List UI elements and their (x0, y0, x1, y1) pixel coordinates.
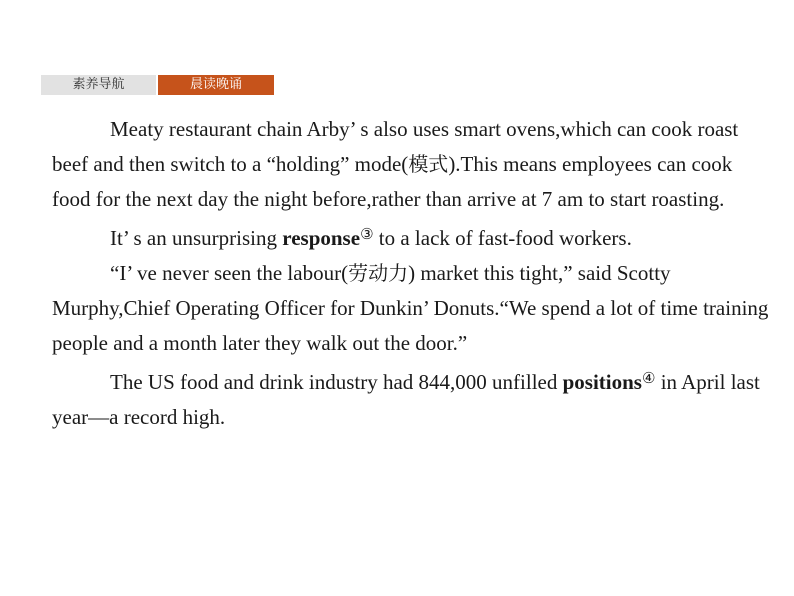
paragraph-1-chinese-gloss: 模式 (408, 152, 449, 176)
tab-morning-evening-reading[interactable]: 晨读晚诵 (158, 75, 274, 95)
paragraph-3 (52, 256, 772, 361)
footnote-marker-4: ④ (641, 369, 656, 387)
paragraph-2-text-a: It’ s an unsurprising (110, 226, 283, 250)
paragraph-4-text-b: in April last year—a record high. (52, 370, 760, 429)
paragraph-3-text-a: “I’ ve never seen the labour( (110, 261, 349, 285)
paragraph-1-text-b: ).This means employees can cook food for the next day the night before,rather than arrive at 7 am to start roasting. (52, 152, 733, 211)
tab-literacy-navigation[interactable]: 素养导航 (41, 75, 156, 95)
keyword-response: response (282, 226, 361, 250)
paragraph-3-chinese-gloss: 劳动力 (348, 261, 409, 285)
footnote-marker-3: ③ (360, 225, 374, 243)
paragraph-1 (52, 112, 772, 217)
paragraph-2-text-b: to a lack of fast-food workers. (373, 226, 632, 250)
section-tabs (41, 75, 274, 95)
reading-passage (52, 112, 772, 435)
paragraph-3-text-b: ) market this tight,” said Scotty Murphy,Chief Operating Officer for Dunkin’ Donuts.“We spend a lot of time training people and a month later they walk out the door.” (52, 261, 769, 355)
paragraph-4 (52, 361, 772, 435)
paragraph-1-text-a: Meaty restaurant chain Arby’ s also uses smart ovens,which can cook roast beef and then switch to a “holding” mode( (52, 117, 739, 176)
paragraph-2 (52, 217, 772, 256)
keyword-positions: positions (562, 370, 642, 394)
paragraph-4-text-a: The US food and drink industry had 844,000 unfilled (110, 370, 563, 394)
